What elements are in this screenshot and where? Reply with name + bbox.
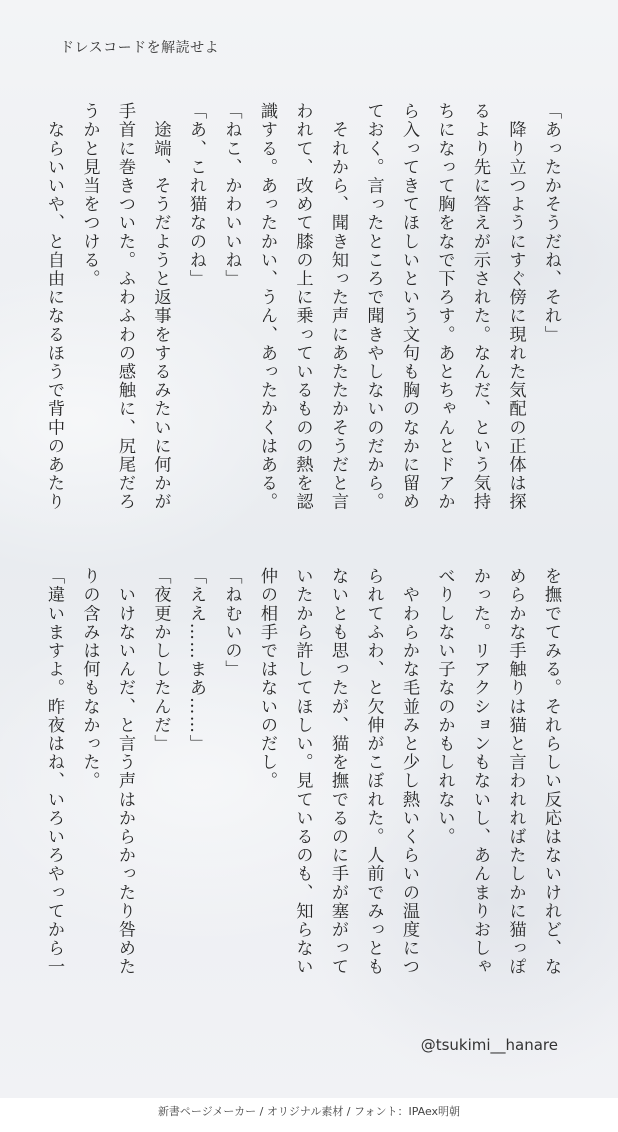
text-column: 「あ、これ猫なのね」	[186, 102, 206, 288]
text-column: 「あったかそうだね、それ」	[541, 102, 561, 344]
text-column: 「ねむいの」	[221, 567, 242, 679]
text-column: ちになって胸をなで下ろす。あとちゃんとドアか	[434, 102, 455, 512]
text-column: られてふわ、と欠伸がこぼれた。人前でみっとも	[363, 567, 384, 977]
text-column: それから、聞き知った声にあたたかそうだと言	[328, 102, 348, 512]
text-column: 「違いますよ。昨夜はね、いろいろやってから一	[44, 567, 64, 977]
text-column: ら入ってきてほしいという文句も胸のなかに留め	[399, 102, 419, 512]
text-column: やわらかな毛並みと少し熱いくらいの温度につ	[399, 567, 419, 977]
text-column: めらかな手触りは猫と言われればたしかに猫っぽ	[505, 567, 526, 977]
text-column: るより先に答えが示された。なんだ、という気持	[470, 102, 490, 512]
text-column: 仲の相手ではないのだし。	[257, 567, 277, 791]
text-column: ないとも思ったが、猫を撫でるのに手が塞がって	[328, 567, 348, 977]
text-column: かった。リアクションもないし、あんまりおしゃ	[470, 567, 490, 977]
text-block-bottom	[36, 567, 569, 987]
text-column: 「ねこ、かわいいね」	[221, 102, 242, 288]
text-column: いたから許してほしい。見ているのも、知らない	[292, 567, 313, 977]
text-column: うかと見当をつける。	[79, 102, 100, 288]
text-column: 「夜更かししたんだ」	[150, 567, 171, 753]
text-column: われて、改めて膝の上に乗っているものの熱を認	[292, 102, 313, 512]
text-column: ておく。言ったところで聞きやしないのだから。	[363, 102, 384, 512]
text-column: いけないんだ、と言う声はからかったり咎めた	[115, 567, 135, 977]
text-column: 「ええ……まあ……」	[186, 567, 206, 753]
text-column: 識する。あったかい、うん、あったかくはある。	[257, 102, 277, 512]
document-title: ドレスコードを解読せよ	[60, 40, 220, 56]
author-handle: @tsukimi__hanare	[420, 1036, 558, 1054]
text-column: べりしない子なのかもしれない。	[434, 567, 455, 846]
text-column: りの含みは何もなかった。	[79, 567, 100, 791]
footer-credit: 新書ページメーカー / オリジナル素材 / フォント：IPAex明朝	[0, 1098, 618, 1132]
text-column: を撫でてみる。それらしい反応はないけれど、な	[541, 567, 561, 977]
text-column: 手首に巻きついた。ふわふわの感触に、尻尾だろ	[115, 102, 135, 512]
text-column: 途端、そうだようと返事をするみたいに何かが	[150, 102, 171, 512]
text-column: ならいいや、と自由になるほうで背中のあたり	[44, 102, 64, 512]
text-column: 降り立つようにすぐ傍に現れた気配の正体は探	[505, 102, 526, 512]
text-block-top	[36, 102, 569, 522]
